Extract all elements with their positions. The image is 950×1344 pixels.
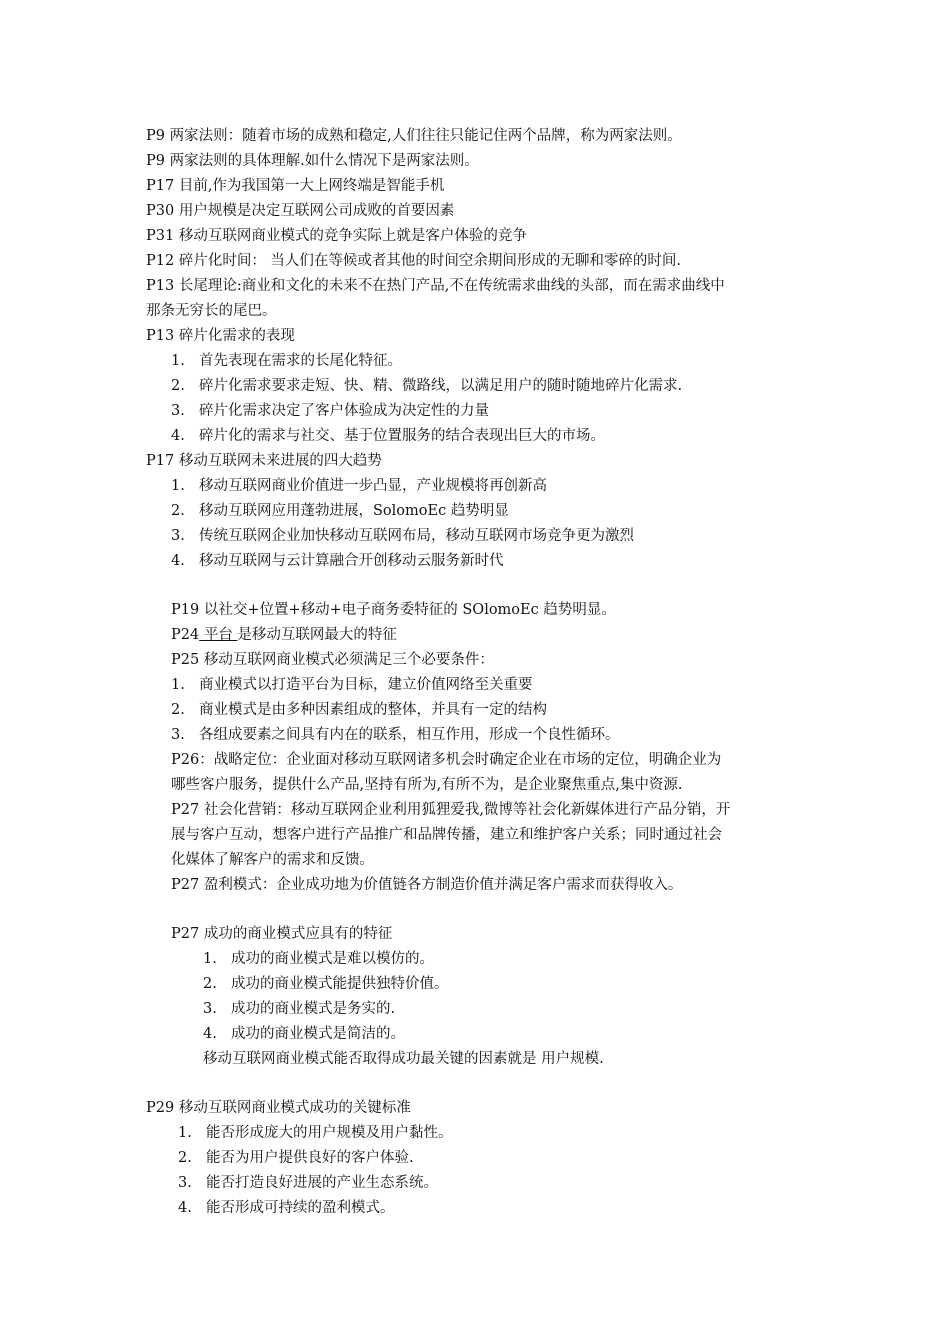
paragraph-long-tail-line1: P13 长尾理论:商业和文化的未来不在热门产品,不在传统需求曲线的头部，而在需求曲线中 — [146, 278, 725, 294]
list-text: 成功的商业模式是简洁的。 — [231, 1026, 405, 1042]
list-text: 传统互联网企业加快移动互联网布局，移动互联网市场竞争更为激烈 — [199, 528, 634, 544]
list-number: 3. — [203, 1001, 217, 1017]
paragraph-smartphone-terminal: P17 目前,作为我国第一大上网终端是智能手机 — [146, 178, 445, 194]
list-number: 4. — [171, 553, 185, 569]
paragraph-platform — [171, 623, 397, 647]
paragraph-two-brand-law-detail: P9 两家法则的具体理解.如什么情况下是两家法则。 — [146, 153, 479, 169]
list-text: 移动互联网与云计算融合开创移动云服务新时代 — [199, 553, 504, 569]
list-number: 1. — [203, 951, 217, 967]
list-number: 3. — [171, 528, 185, 544]
list-text: 能否形成庞大的用户规模及用户黏性。 — [206, 1125, 453, 1141]
list-number: 4. — [171, 428, 185, 444]
paragraph-customer-experience: P31 移动互联网商业模式的竞争实际上就是客户体验的竞争 — [146, 228, 527, 244]
list-number: 3. — [178, 1175, 192, 1191]
paragraph-social-marketing-line3: 化媒体了解客户的需求和反馈。 — [171, 852, 374, 868]
list-text: 移动互联网商业价值进一步凸显，产业规模将再创新高 — [199, 478, 547, 494]
list-number: 3. — [171, 403, 185, 419]
list-text: 碎片化的需求与社交、基于位置服务的结合表现出巨大的市场。 — [199, 428, 605, 444]
list-text: 成功的商业模式能提供独特价值。 — [231, 976, 449, 992]
list-number: 3. — [171, 727, 185, 743]
list-text: 能否打造良好进展的产业生态系统。 — [206, 1175, 438, 1191]
list-text: 移动互联网应用蓬勃进展，SolomoEc 趋势明显 — [199, 503, 509, 519]
paragraph-two-brand-law: P9 两家法则：随着市场的成熟和稳定,人们往往只能记住两个品牌，称为两家法则。 — [146, 128, 682, 144]
list-number: 1. — [171, 677, 185, 693]
paragraph-user-scale: P30 用户规模是决定互联网公司成败的首要因素 — [146, 203, 455, 219]
heading-key-standards: P29 移动互联网商业模式成功的关键标准 — [146, 1100, 411, 1116]
heading-fragmented-demand: P13 碎片化需求的表现 — [146, 328, 295, 344]
paragraph-long-tail-line2: 那条无穷长的尾巴。 — [146, 303, 277, 319]
platform-underlined: 平台 — [199, 627, 238, 643]
heading-four-trends: P17 移动互联网未来进展的四大趋势 — [146, 453, 382, 469]
paragraph-key-factor: 移动互联网商业模式能否取得成功最关键的因素就是 用户规模. — [203, 1051, 604, 1067]
list-number: 4. — [203, 1026, 217, 1042]
heading-three-conditions: P25 移动互联网商业模式必须满足三个必要条件： — [171, 652, 494, 668]
paragraph-fragmented-time: P12 碎片化时间： 当人们在等候或者其他的时间空余期间形成的无聊和零碎的时间. — [146, 253, 682, 269]
paragraph-strategy-line2: 哪些客户服务，提供什么产品,坚持有所为,有所不为，是企业聚焦重点,集中资源. — [171, 777, 683, 793]
list-text: 各组成要素之间具有内在的联系，相互作用，形成一个良性循环。 — [199, 727, 620, 743]
list-text: 首先表现在需求的长尾化特征。 — [199, 353, 402, 369]
heading-success-features: P27 成功的商业模式应具有的特征 — [171, 926, 393, 942]
list-text: 能否形成可持续的盈利模式。 — [206, 1200, 395, 1216]
paragraph-social-marketing-line1: P27 社会化营销：移动互联网企业利用狐狸爱我,微博等社会化新媒体进行产品分销，开 — [171, 802, 731, 818]
list-text: 能否为用户提供良好的客户体验. — [206, 1150, 414, 1166]
platform-prefix: P24 — [171, 627, 200, 643]
list-number: 2. — [171, 378, 185, 394]
list-number: 1. — [178, 1125, 192, 1141]
paragraph-social-marketing-line2: 展与客户互动，想客户进行产品推广和品牌传播，建立和维护客户关系；同时通过社会 — [171, 827, 722, 843]
list-number: 4. — [178, 1200, 192, 1216]
platform-suffix: 是移动互联网最大的特征 — [237, 627, 397, 643]
paragraph-strategy-line1: P26：战略定位：企业面对移动互联网诸多机会时确定企业在市场的定位，明确企业为 — [171, 752, 722, 768]
list-text: 商业模式是由多种因素组成的整体，并具有一定的结构 — [199, 702, 547, 718]
list-text: 商业模式以打造平台为目标，建立价值网络至关重要 — [199, 677, 533, 693]
list-text: 成功的商业模式是难以模仿的。 — [231, 951, 434, 967]
list-text: 成功的商业模式是务实的. — [231, 1001, 396, 1017]
paragraph-solomoec: P19 以社交+位置+移动+电子商务委特征的 SOlomoEc 趋势明显。 — [171, 602, 616, 618]
list-number: 2. — [171, 702, 185, 718]
paragraph-profit-model: P27 盈利模式：企业成功地为价值链各方制造价值并满足客户需求而获得收入。 — [171, 877, 683, 893]
list-number: 2. — [178, 1150, 192, 1166]
list-text: 碎片化需求决定了客户体验成为决定性的力量 — [199, 403, 489, 419]
list-number: 1. — [171, 353, 185, 369]
list-text: 碎片化需求要求走短、快、精、微路线，以满足用户的随时随地碎片化需求. — [199, 378, 683, 394]
list-number: 2. — [171, 503, 185, 519]
list-number: 2. — [203, 976, 217, 992]
list-number: 1. — [171, 478, 185, 494]
